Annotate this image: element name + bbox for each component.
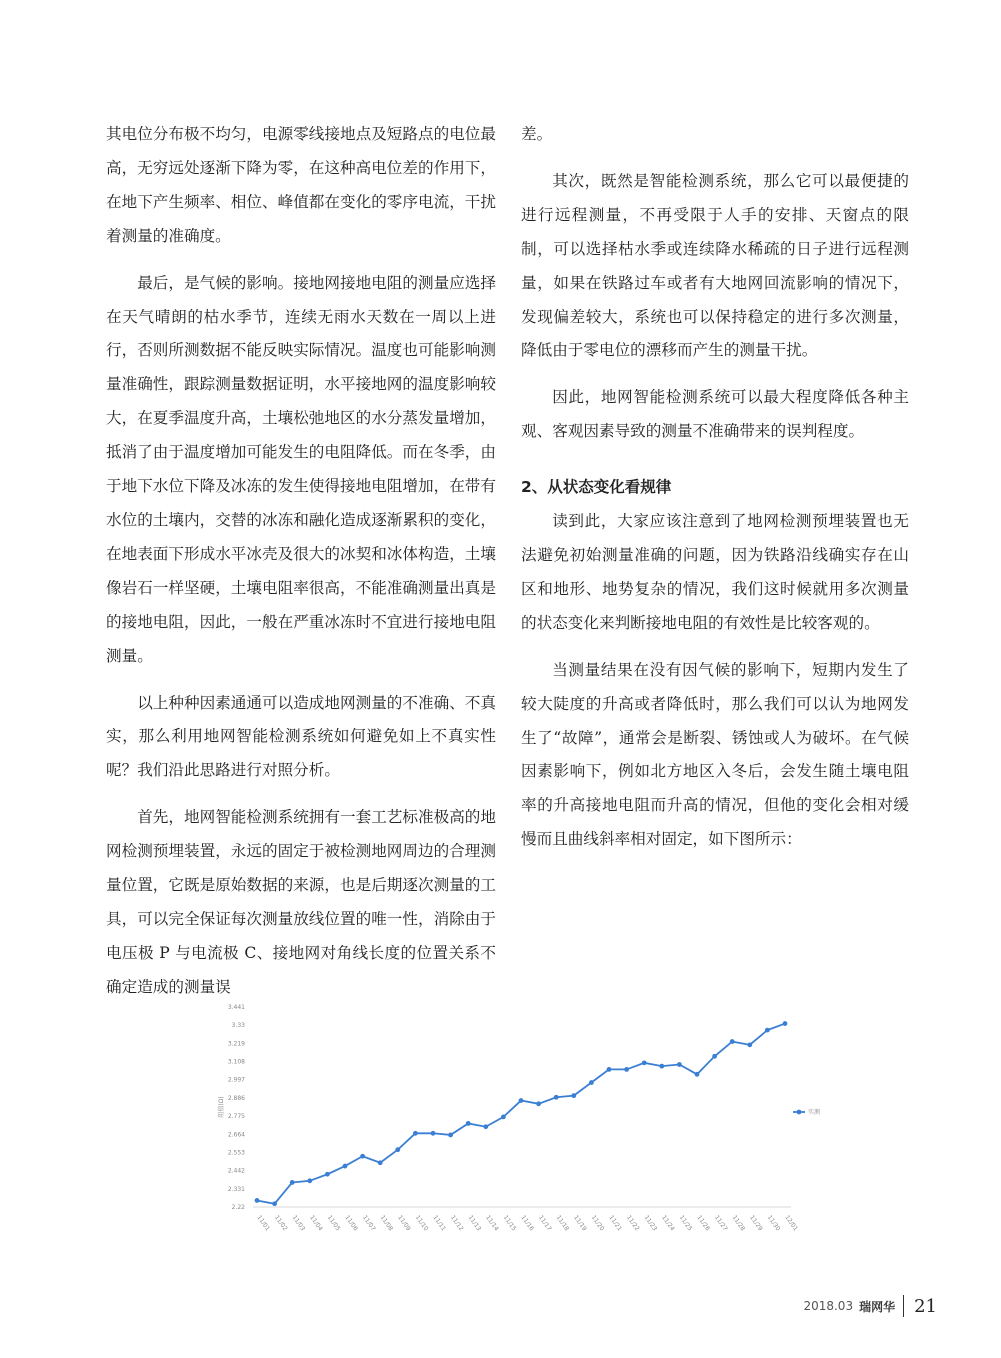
y-tick-label: 3.33: [231, 1022, 245, 1030]
paragraph: 首先，地网智能检测系统拥有一套工艺标准极高的地网检测预埋装置，永远的固定于被检测地网周边的合理测量位置，它既是原始数据的来源，也是后期逐次测量的工具，可以完全保证每次测量放线位置的唯一性，消除由于电压极 P 与电流极 C、接地网对角线长度的位置关系不确定造成的测量误: [106, 808, 496, 996]
paragraph: 以上种种因素通通可以造成地网测量的不准确、不真实，那么利用地网智能检测系统如何避免如上不真实性呢？我们沿此思路进行对照分析。: [106, 693, 496, 780]
x-tick-label: 12/01: [783, 1214, 800, 1233]
x-tick-label: 11/08: [378, 1214, 395, 1233]
left-column: [106, 118, 496, 1018]
x-tick-label: 11/02: [272, 1214, 289, 1233]
legend-label: 实测: [808, 1109, 821, 1116]
data-point: [378, 1160, 383, 1165]
paragraph: 最后，是气候的影响。接地网接地电阻的测量应选择在天气晴朗的枯水季节，连续无雨水天数在一周以上进行，否则所测数据不能反映实际情况。温度也可能影响测量准确性，跟踪测量数据证明，水平接地网的温度影响较大，在夏季温度升高，土壤松弛地区的水分蒸发量增加，抵消了由于温度增加可能发生的电阻降低。而在冬季，由于地下水位下降及冰冻的发生使得接地电阻增加，在带有水位的土壤内，交替的冰冻和融化造成逐渐累积的变化，在地表面下形成水平冰壳及很大的冰契和冰体构造，土壤像岩石一样坚硬，土壤电阻率很高，不能准确测量出真是的接地电阻，因此，一般在严重冰冻时不宜进行接地电阻测量。: [106, 273, 496, 665]
section-heading: 2、从状态变化看规律: [521, 478, 672, 497]
x-tick-label: 11/17: [536, 1214, 553, 1233]
data-point: [343, 1164, 348, 1169]
x-tick-label: 11/26: [695, 1214, 712, 1233]
data-point: [307, 1178, 312, 1183]
data-point: [747, 1042, 752, 1047]
data-point: [554, 1095, 559, 1100]
y-tick-label: 2.442: [227, 1167, 245, 1175]
y-tick-label: 2.664: [227, 1131, 245, 1139]
data-point: [395, 1147, 400, 1152]
magazine-logo: 瑞网华: [859, 1299, 896, 1314]
x-tick-label: 11/09: [396, 1214, 412, 1233]
x-tick-label: 11/11: [431, 1214, 448, 1233]
page-footer: [803, 1294, 937, 1318]
x-tick-label: 11/19: [572, 1214, 588, 1233]
series-line: [257, 1024, 785, 1204]
footer-divider: [903, 1295, 904, 1317]
x-tick-label: 11/21: [607, 1214, 624, 1233]
data-point: [677, 1062, 682, 1067]
paragraph: 其电位分布极不均匀，电源零线接地点及短路点的电位最高，无穷远处逐渐下降为零，在这种高电位差的作用下，在地下产生频率、相位、峰值都在变化的零序电流，干扰着测量的准确度。: [106, 125, 496, 245]
data-point: [519, 1098, 524, 1103]
x-tick-label: 11/30: [765, 1214, 782, 1233]
y-tick-label: 2.553: [227, 1149, 245, 1157]
y-tick-label: 3.108: [227, 1058, 245, 1066]
data-point: [659, 1064, 664, 1069]
x-tick-label: 11/20: [589, 1214, 606, 1233]
x-tick-label: 11/05: [325, 1214, 342, 1233]
y-tick-label: 2.997: [227, 1076, 245, 1084]
x-tick-label: 11/22: [624, 1214, 641, 1233]
data-point: [571, 1093, 576, 1098]
data-point: [255, 1198, 260, 1203]
data-point: [466, 1121, 471, 1126]
x-tick-label: 11/29: [748, 1214, 764, 1233]
data-point: [730, 1039, 735, 1044]
paragraph: 因此，地网智能检测系统可以最大程度降低各种主观、客观因素导致的测量不准确带来的误判程度。: [521, 388, 909, 441]
y-tick-label: 2.22: [231, 1204, 245, 1211]
data-point: [536, 1101, 541, 1106]
x-tick-label: 11/13: [466, 1214, 483, 1233]
x-tick-label: 11/18: [554, 1214, 571, 1233]
data-point: [290, 1180, 295, 1185]
data-point: [501, 1115, 506, 1120]
data-point: [712, 1054, 717, 1059]
x-tick-label: 11/25: [677, 1214, 694, 1233]
paragraph: 当测量结果在没有因气候的影响下，短期内发生了较大陡度的升高或者降低时，那么我们可以认为地网发生了“故障”，通常会是断裂、锈蚀或人为破坏。在气候因素影响下，例如北方地区入冬后，会发生随土壤电阻率的升高接地电阻而升高的情况，但他的变化会相对缓慢而且曲线斜率相对固定，如下图所示：: [521, 660, 909, 849]
x-tick-label: 11/07: [360, 1214, 377, 1233]
x-tick-label: 11/28: [730, 1214, 747, 1233]
data-point: [589, 1080, 594, 1085]
y-axis-title: 阻值(Ω): [218, 1096, 225, 1118]
paragraph: 读到此，大家应该注意到了地网检测预埋装置也无法避免初始测量准确的问题，因为铁路沿线确实存在山区和地形、地势复杂的情况，我们这时候就用多次测量的状态变化来判断接地电阻的有效性是比较客观的。: [521, 512, 909, 632]
paragraph-continuation: 差。: [521, 125, 553, 143]
data-point: [624, 1067, 629, 1072]
issue-date: 2018.03: [803, 1299, 854, 1313]
data-point: [413, 1131, 418, 1136]
data-point: [431, 1131, 436, 1136]
x-tick-label: 11/14: [484, 1214, 500, 1233]
data-point: [607, 1067, 612, 1072]
x-tick-label: 11/27: [712, 1214, 729, 1233]
data-point: [360, 1154, 365, 1159]
right-column: [521, 118, 909, 870]
data-point: [272, 1201, 277, 1206]
y-tick-label: 3.441: [227, 1004, 245, 1011]
x-tick-label: 11/23: [642, 1214, 659, 1233]
y-tick-label: 2.775: [227, 1113, 245, 1121]
data-point: [765, 1028, 770, 1033]
x-tick-label: 11/16: [519, 1214, 536, 1233]
legend-swatch-marker: [797, 1110, 802, 1115]
x-tick-label: 11/24: [660, 1214, 676, 1233]
data-point: [783, 1021, 788, 1026]
y-tick-label: 2.886: [227, 1094, 245, 1102]
paragraph: 其次，既然是智能检测系统，那么它可以最便捷的进行远程测量，不再受限于人手的安排、天窗点的限制，可以选择枯水季或连续降水稀疏的日子进行远程测量，如果在铁路过车或者有大地网回流影响的情况下，发现偏差较大，系统也可以保持稳定的进行多次测量，降低由于零电位的漂移而产生的测量干扰。: [521, 171, 909, 360]
x-tick-label: 11/10: [413, 1214, 430, 1233]
x-tick-label: 11/04: [308, 1214, 324, 1233]
x-tick-label: 11/15: [501, 1214, 518, 1233]
resistance-line-chart: [215, 995, 825, 1235]
data-point: [325, 1172, 330, 1177]
x-tick-label: 11/06: [343, 1214, 360, 1233]
data-point: [448, 1133, 453, 1138]
data-point: [483, 1124, 488, 1129]
data-point: [642, 1060, 647, 1065]
y-tick-label: 3.219: [227, 1040, 245, 1048]
data-point: [695, 1072, 700, 1077]
page-number: 21: [914, 1295, 937, 1317]
y-tick-label: 2.331: [227, 1185, 245, 1193]
x-tick-label: 11/01: [255, 1214, 272, 1233]
x-tick-label: 11/12: [448, 1214, 465, 1233]
x-tick-label: 11/03: [290, 1214, 307, 1233]
chart-svg: [215, 995, 825, 1235]
